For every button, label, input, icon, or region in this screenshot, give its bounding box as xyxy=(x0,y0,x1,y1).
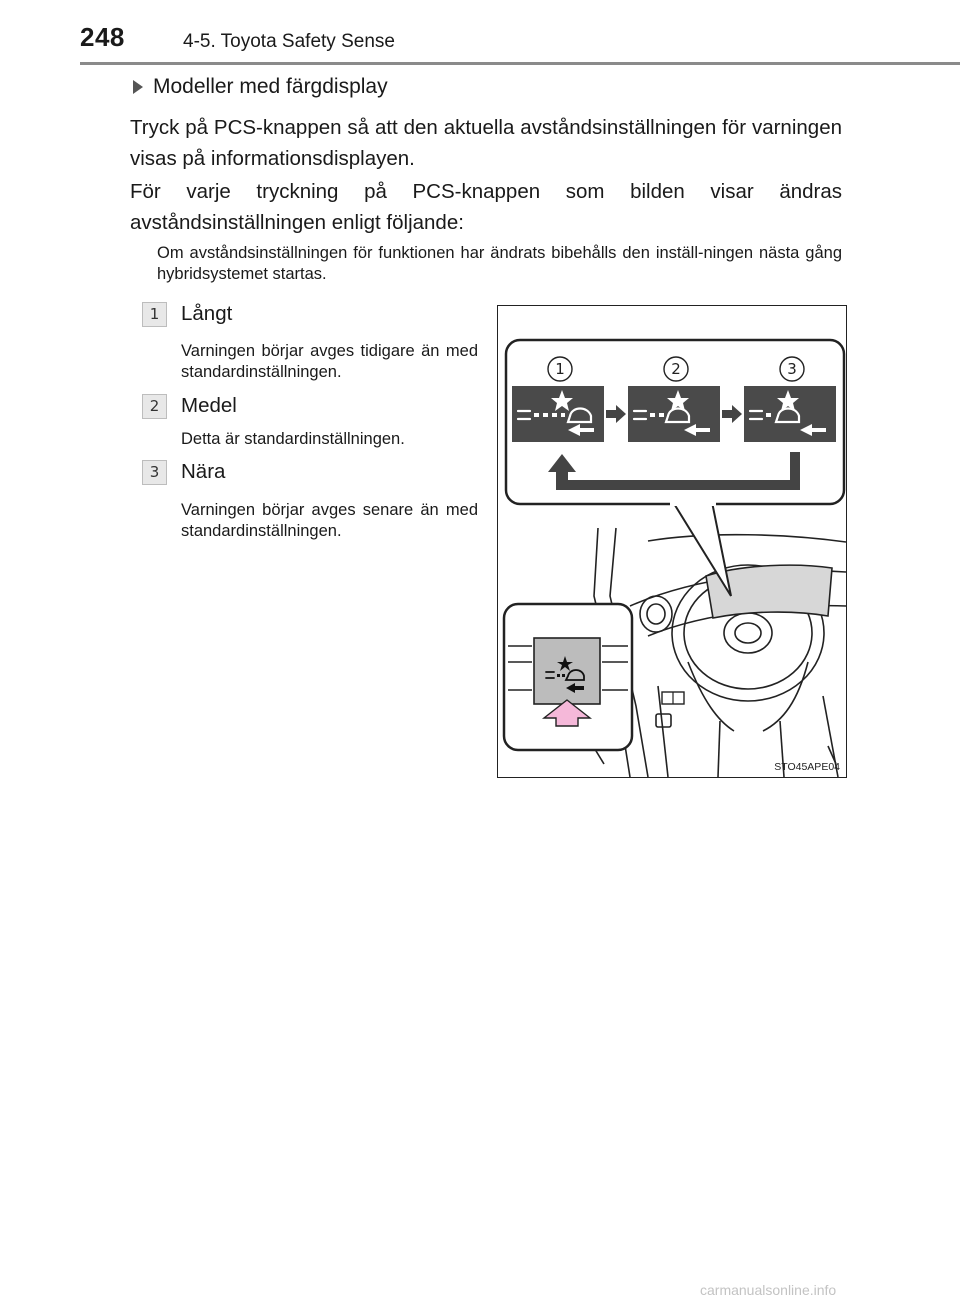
marker-1: 1 xyxy=(555,360,565,378)
page-number: 248 xyxy=(80,22,125,52)
item-desc-3: Varningen börjar avges senare än med standardinställningen. xyxy=(181,501,478,540)
pcs-button xyxy=(534,638,600,704)
item-desc-1: Varningen börjar avges tidigare än med standardinställningen. xyxy=(181,342,478,381)
item-number-3: 3 xyxy=(142,460,167,485)
section-title: 4-5. Toyota Safety Sense xyxy=(183,31,395,52)
figure xyxy=(497,305,847,778)
triangle-bullet-icon xyxy=(133,80,143,94)
item-title-2: Medel xyxy=(181,394,237,417)
marker-2: 2 xyxy=(671,360,681,378)
figure-illustration xyxy=(498,306,846,777)
paragraph: För varje tryckning på PCS-knappen som bilden visar ändras avståndsinställningen enligt följande: xyxy=(130,180,842,234)
item-title-1: Långt xyxy=(181,302,233,325)
setting-panels xyxy=(512,386,836,442)
item-desc-2: Detta är standardinställningen. xyxy=(181,430,405,448)
header-rule xyxy=(80,62,960,65)
callout-pointer xyxy=(673,502,731,596)
figure-code: STO45APE04 xyxy=(774,761,840,773)
note: Om avståndsinställningen för funktionen har ändrats bibehålls den inställ-ningen nästa gång hybridsystemet startas. xyxy=(157,244,842,283)
item-number-2: 2 xyxy=(142,394,167,419)
subheading xyxy=(133,75,388,99)
subheading-text: Modeller med färgdisplay xyxy=(153,75,388,98)
item-number-1: 1 xyxy=(142,302,167,327)
item-title-3: Nära xyxy=(181,460,226,483)
watermark: carmanualsonline.info xyxy=(700,1282,837,1298)
panel-mid xyxy=(628,386,720,442)
paragraph: Tryck på PCS-knappen så att den aktuella avståndsinställningen för varningen visas på informationsdisplayen. xyxy=(130,116,842,170)
panel-near xyxy=(744,386,836,442)
marker-3: 3 xyxy=(787,360,797,378)
